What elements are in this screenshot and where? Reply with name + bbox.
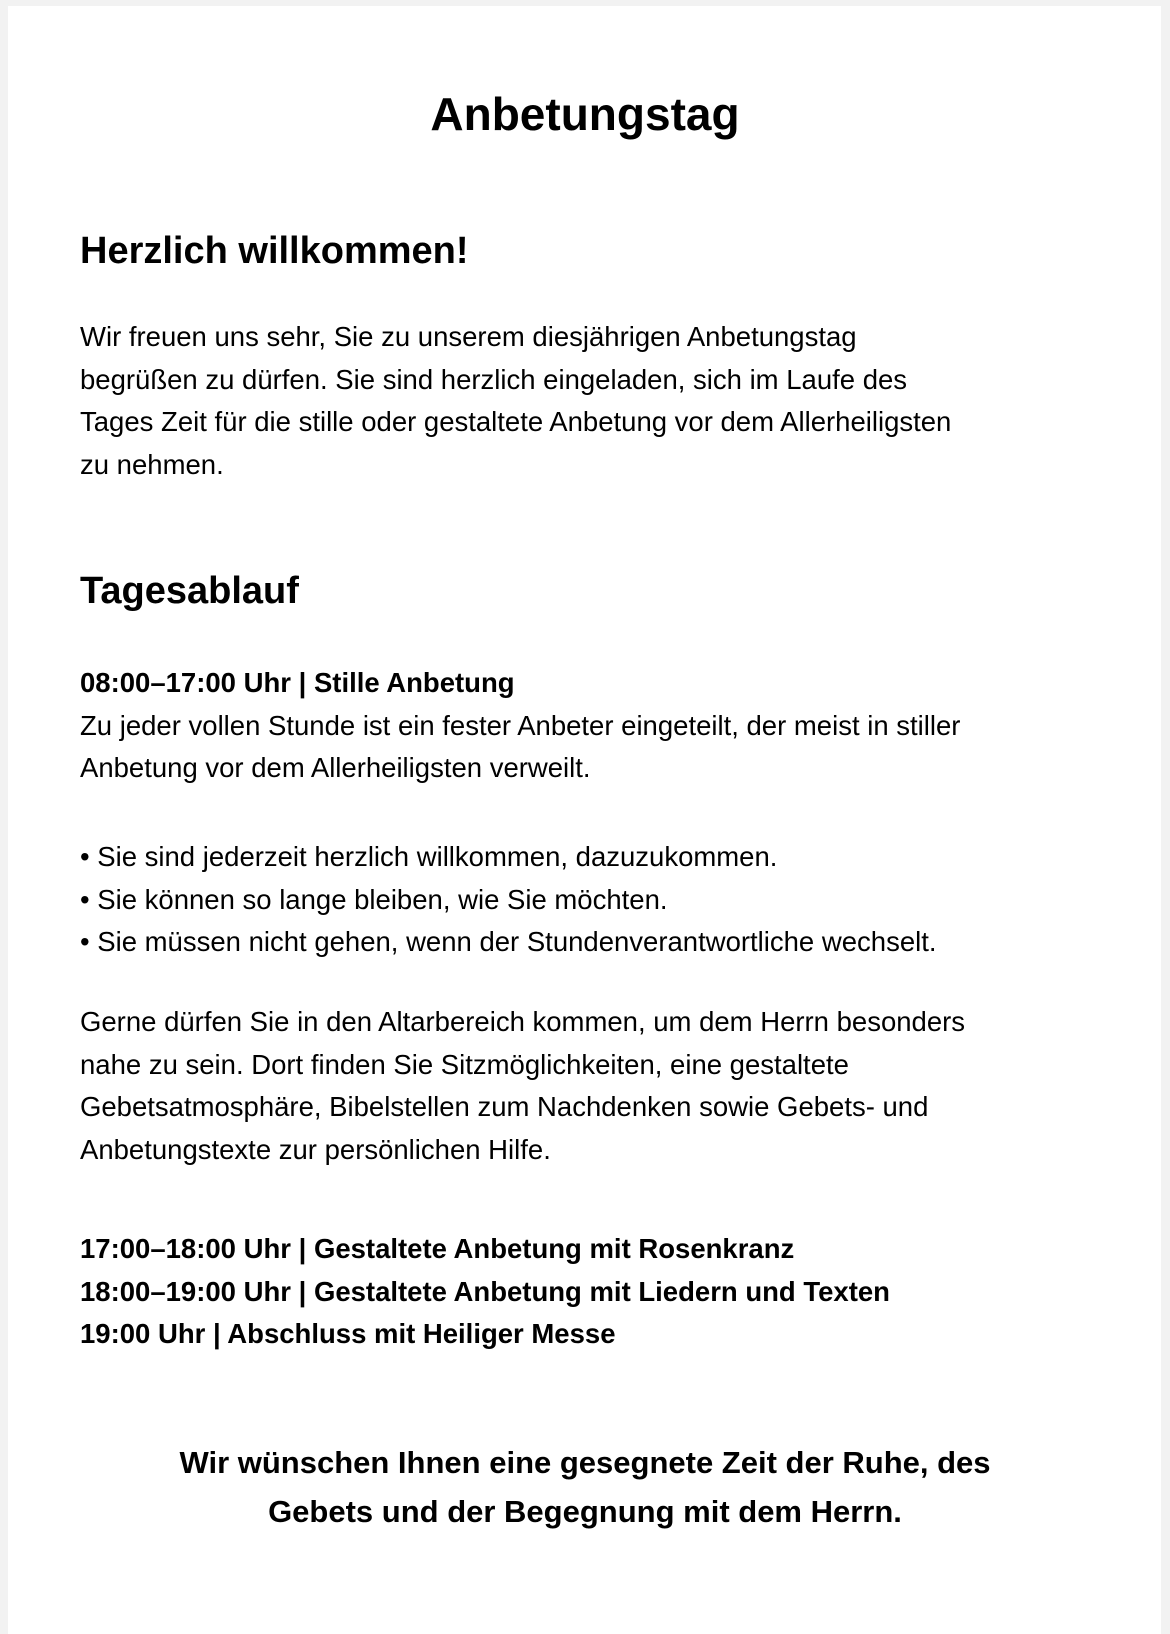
text-line: Tages Zeit für die stille oder gestaltete Anbetung vor dem Allerheiligsten	[80, 406, 952, 437]
welcome-heading: Herzlich willkommen!	[80, 230, 469, 272]
bullet-item: • Sie sind jederzeit herzlich willkommen, dazuzukommen.	[80, 841, 778, 872]
text-line: Gebets und der Begegnung mit dem Herrn.	[268, 1494, 902, 1529]
text-line: Wir freuen uns sehr, Sie zu unserem diesjährigen Anbetungstag	[80, 321, 857, 352]
text-line: Gerne dürfen Sie in den Altarbereich kommen, um dem Herrn besonders	[80, 1006, 966, 1037]
text-line: Zu jeder vollen Stunde ist ein fester Anbeter eingeteilt, der meist in stiller	[80, 709, 961, 741]
schedule-item: 18:00–19:00 Uhr | Gestaltete Anbetung mit Liedern und Texten	[80, 1275, 890, 1307]
schedule-item: 19:00 Uhr | Abschluss mit Heiliger Messe	[80, 1318, 616, 1349]
page-title: Anbetungstag	[430, 88, 740, 140]
text-line: Wir wünschen Ihnen eine gesegnete Zeit der Ruhe, des	[179, 1445, 991, 1480]
schedule-silent-adoration	[80, 662, 1090, 790]
altar-paragraph	[80, 1001, 1090, 1171]
schedule-item-title: 08:00–17:00 Uhr | Stille Anbetung	[80, 667, 515, 698]
bullet-list	[80, 836, 1090, 964]
bullet-item: • Sie müssen nicht gehen, wenn der Stundenverantwortliche wechselt.	[80, 926, 937, 957]
text-line: Anbetungstexte zur persönlichen Hilfe.	[80, 1133, 551, 1165]
welcome-paragraph	[80, 316, 1090, 486]
text-line: Anbetung vor dem Allerheiligsten verweilt.	[80, 752, 591, 783]
schedule-heading: Tagesablauf	[80, 570, 299, 612]
text-line: zu nehmen.	[80, 448, 224, 480]
schedule-item: 17:00–18:00 Uhr | Gestaltete Anbetung mit Rosenkranz	[80, 1233, 795, 1264]
closing-blessing	[80, 1438, 1090, 1536]
document-page	[8, 6, 1161, 1634]
text-line: begrüßen zu dürfen. Sie sind herzlich eingeladen, sich im Laufe des	[80, 363, 908, 395]
bullet-item: • Sie können so lange bleiben, wie Sie möchten.	[80, 883, 668, 915]
text-line: Gebetsatmosphäre, Bibelstellen zum Nachdenken sowie Gebets- und	[80, 1091, 929, 1122]
text-line: nahe zu sein. Dort finden Sie Sitzmöglichkeiten, eine gestaltete	[80, 1048, 849, 1080]
evening-schedule	[80, 1228, 1090, 1356]
